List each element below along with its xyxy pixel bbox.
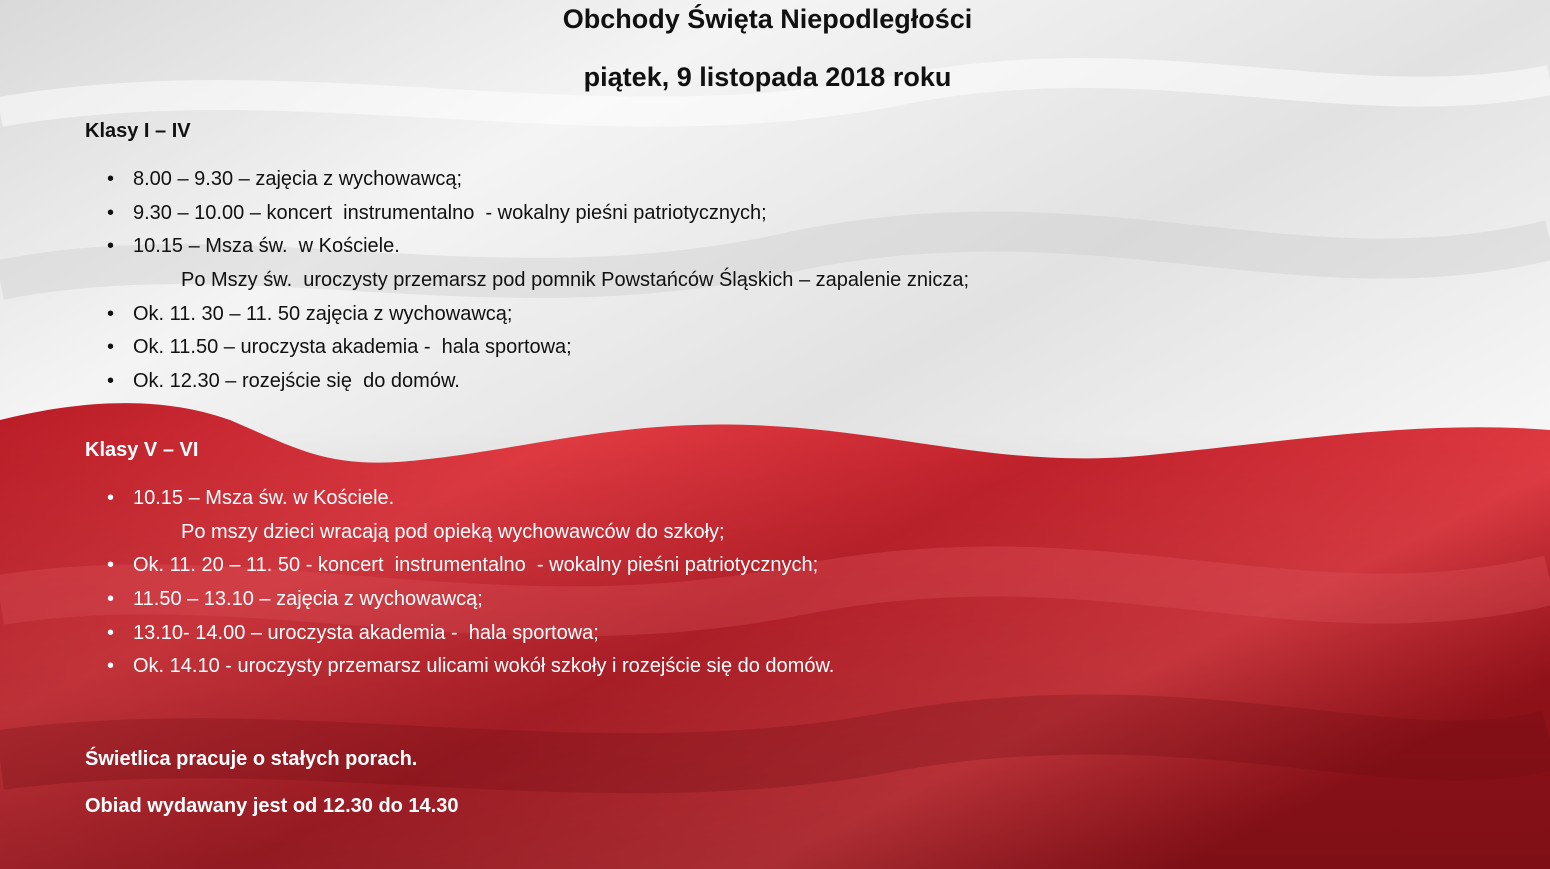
list-item: • Ok. 12.30 – rozejście się do domów. [85,367,969,401]
list-item: • 11.50 – 13.10 – zajęcia z wychowawcą; [85,585,834,619]
bullet-icon: • [107,621,115,644]
section-heading-klasy-5-6: Klasy V – VI [85,439,199,461]
bullet-icon: • [107,487,115,509]
bullet-icon: • [107,554,115,577]
page-title: Obchody Święta Niepodległości [562,4,973,34]
bullet-icon: • [107,336,115,359]
list-item: • 10.15 – Msza św. w Kościele. [85,484,834,518]
footer-note-swietlica: Świetlica pracuje o stałych porach. [85,748,418,770]
bullet-icon: • [107,201,115,224]
bullet-icon: • [107,655,115,678]
section-heading-klasy-1-4: Klasy I – IV [85,120,191,142]
list-item: • Ok. 11. 20 – 11. 50 - koncert instrumentalno - wokalny pieśni patriotycznych; [85,551,834,585]
list-item: • 10.15 – Msza św. w Kościele. [85,232,969,266]
bullet-icon: • [107,302,115,325]
list-item: • 13.10- 14.00 – uroczysta akademia - hala sportowa; [85,619,834,653]
bullet-icon: • [107,588,115,611]
page-subtitle-date: piątek, 9 listopada 2018 roku [583,62,952,92]
list-item-continuation: Po Mszy św. uroczysty przemarsz pod pomnik Powstańców Śląskich – zapalenie znicza; [181,269,970,292]
schedule-list-klasy-1-4 [85,165,969,401]
bullet-icon: • [107,370,115,393]
list-item: • 8.00 – 9.30 – zajęcia z wychowawcą; [85,165,969,199]
bullet-icon: • [107,168,115,190]
bullet-icon: • [107,235,115,258]
schedule-list-klasy-5-6 [85,484,834,686]
list-item: • Ok. 11.50 – uroczysta akademia - hala sportowa; [85,333,969,367]
list-item: • 9.30 – 10.00 – koncert instrumentalno - wokalny pieśni patriotycznych; [85,199,969,233]
list-item: • Ok. 14.10 - uroczysty przemarsz ulicami wokół szkoły i rozejście się do domów. [85,652,834,686]
list-item-continuation: Po mszy dzieci wracają pod opieką wychowawców do szkoły; [181,520,725,543]
footer-note-obiad: Obiad wydawany jest od 12.30 do 14.30 [85,795,459,817]
list-item: • Ok. 11. 30 – 11. 50 zajęcia z wychowawcą; [85,300,969,334]
